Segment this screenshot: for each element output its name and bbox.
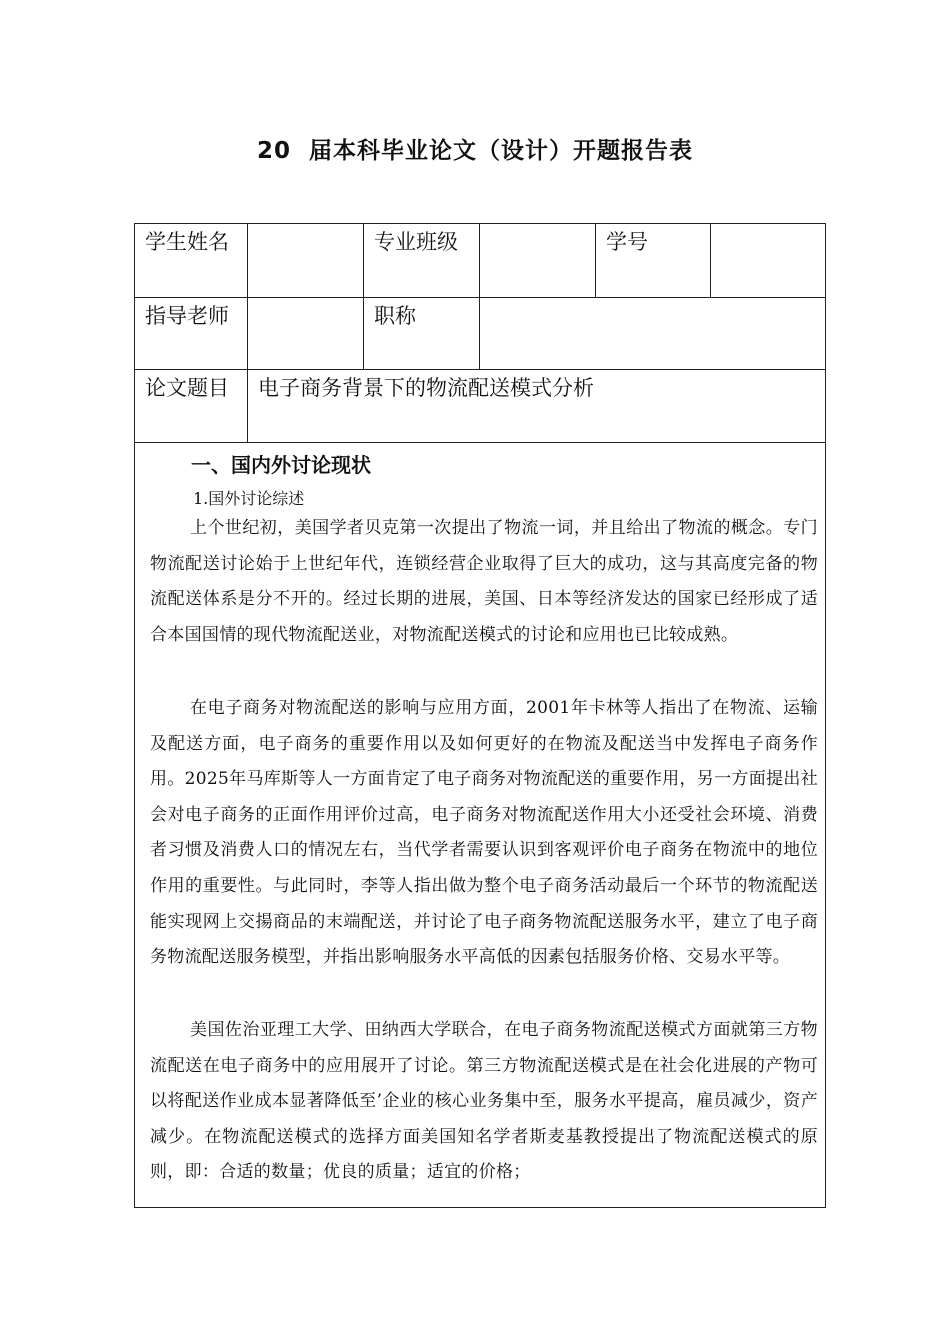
paragraph: 上个世纪初，美国学者贝克第一次提出了物流一词，并且给出了物流的概念。专门物流配送讨论始于上世纪年代，连锁经营企业取得了巨大的成功，这与其高度完备的物流配送体系是分不开的。经过长期的进展，美国、日本等经济发达的国家已经形成了适合本国国情的现代物流配送业，对物流配送模式的讨论和应用也已比较成熟。 [150,518,818,645]
topic-field[interactable]: 电子商务背景下的物流配送模式分析 [258,376,594,400]
form-row-advisor [135,298,825,370]
form-row-topic [135,370,825,443]
rank-field[interactable] [480,298,825,369]
report-form [134,223,826,1208]
student-id-label: 学号 [596,224,711,297]
title-text: 届本科毕业论文（设计）开题报告表 [309,138,693,164]
rank-label: 职称 [364,298,480,369]
topic-label: 论文题目 [135,370,248,442]
paragraph: 美国佐治亚理工大学、田纳西大学联合，在电子商务物流配送模式方面就第三方物流配送在电子商务中的应用展开了讨论。第三方物流配送模式是在社会化进展的产物可以将配送作业成本显著降低至’企业的核心业务集中至，服务水平提高，雇员减少，资产减少。在物流配送模式的选择方面美国知名学者斯麦基教授提出了物流配送模式的原则，即：合适的数量；优良的质量；适宜的价格； [150,1020,818,1183]
major-class-label: 专业班级 [364,224,480,297]
student-name-field[interactable] [248,224,364,297]
student-name-label: 学生姓名 [135,224,248,297]
advisor-field[interactable] [248,298,364,369]
major-class-field[interactable] [480,224,596,297]
page-title [0,132,950,165]
title-year: 20 [256,138,291,164]
section-heading: 一、国内外讨论现状 [191,453,371,477]
advisor-label: 指导老师 [135,298,248,369]
student-id-field[interactable] [711,224,825,297]
subsection-heading: 1.国外讨论综述 [193,489,305,508]
paragraph: 在电子商务对物流配送的影响与应用方面，2001年卡林等人指出了在物流、运输及配送方面，电子商务的重要作用以及如何更好的在物流及配送当中发挥电子商务作用。2025年马库斯等人一方面肯定了电子商务对物流配送的重要作用，另一方面提出社会对电子商务的正面作用评价过高，电子商务对物流配送作用大小还受社会环境、消费者习惯及消费人口的情况左右，当代学者需要认识到客观评价电子商务在物流中的地位作用的重要性。与此同时，李等人指出做为整个电子商务活动最后一个环节的物流配送能实现网上交揚商品的末端配送，并讨论了电子商务物流配送服务水平，建立了电子商务物流配送服务模型，并指出影响服务水平高低的因素包括服务价格、交易水平等。 [150,698,818,968]
form-row-student [135,224,825,298]
